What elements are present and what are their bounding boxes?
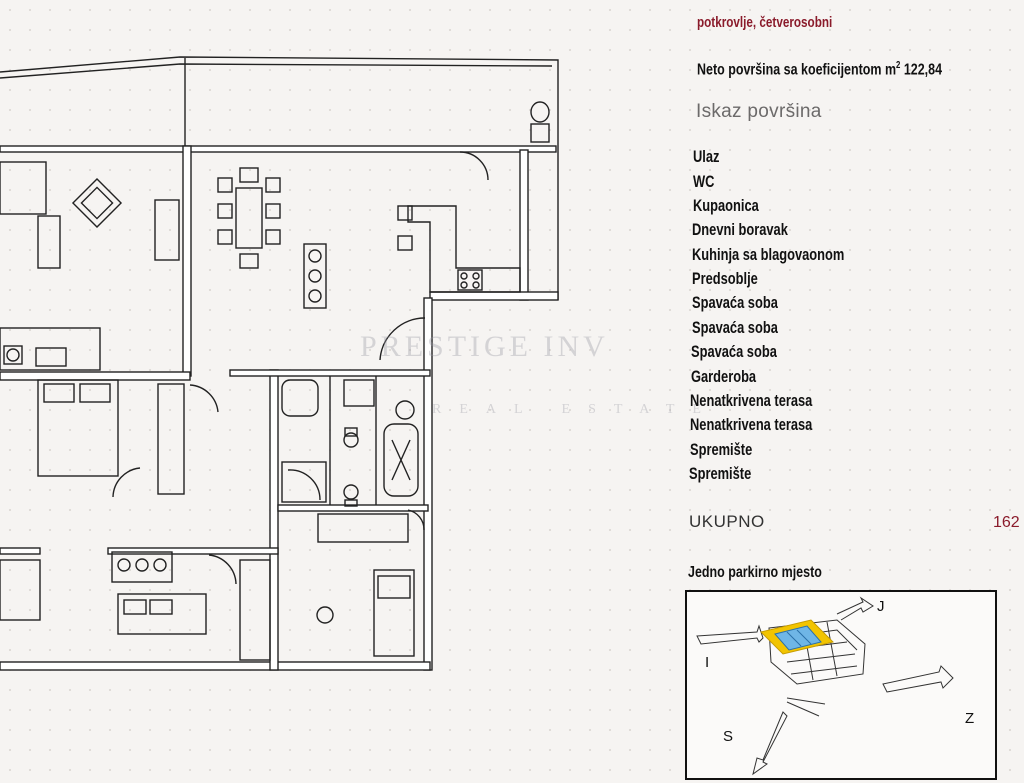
room-item: Spremište xyxy=(689,465,752,483)
room-item: Spremište xyxy=(690,441,753,459)
room-item: Predsoblje xyxy=(692,270,758,288)
parking-label: Jedno parkirno mjesto xyxy=(688,564,822,581)
room-item: Garderoba xyxy=(691,368,757,386)
room-item: Nenatkrivena terasa xyxy=(690,392,813,410)
apartment-subtitle: potkrovlje, četverosobni xyxy=(697,14,833,31)
room-item: Dnevni boravak xyxy=(692,221,788,239)
direction-south: S xyxy=(723,728,734,745)
direction-north: J xyxy=(877,598,885,615)
room-item: Kupaonica xyxy=(693,197,759,215)
room-item: WC xyxy=(693,173,715,191)
room-item: Spavaća soba xyxy=(692,319,778,337)
room-item: Nenatkrivena terasa xyxy=(690,416,813,434)
total-value: 162 xyxy=(993,514,1020,531)
room-item: Spavaća soba xyxy=(691,343,777,361)
room-item: Kuhinja sa blagovaonom xyxy=(692,246,845,264)
section-title: Iskaz površina xyxy=(696,101,822,122)
net-area-line xyxy=(697,60,942,79)
net-area-value: 122,84 xyxy=(903,61,943,79)
orientation-sketch xyxy=(687,592,995,778)
direction-west: I xyxy=(705,654,710,671)
net-area-unit-sup: 2 xyxy=(896,60,901,71)
room-item: Ulaz xyxy=(693,148,720,166)
site-orientation-map xyxy=(685,590,997,780)
watermark-subtitle: REAL ESTATE xyxy=(432,402,719,417)
direction-east: Z xyxy=(965,710,975,727)
total-label: UKUPNO xyxy=(689,512,765,531)
net-area-label: Neto površina sa koeficijentom m xyxy=(697,61,897,79)
room-item: Spavaća soba xyxy=(692,294,778,312)
watermark: PRESTIGE INV xyxy=(360,330,609,363)
